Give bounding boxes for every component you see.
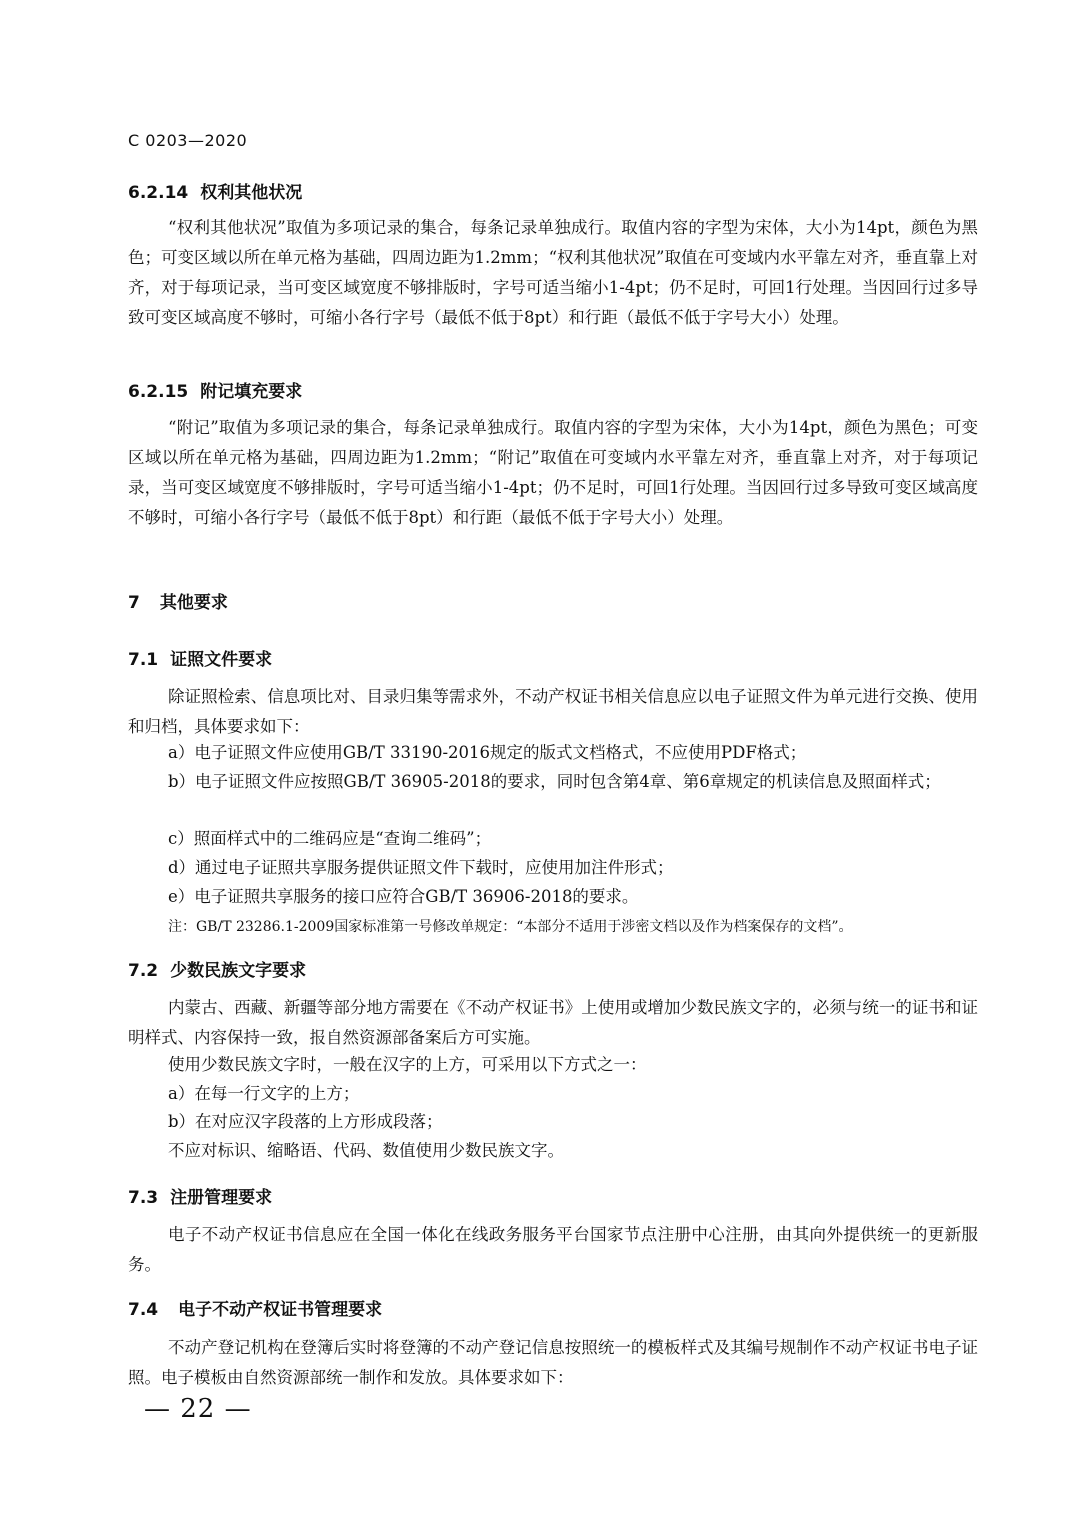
section-heading-7 (128, 588, 228, 613)
list-item-e: e）电子证照共享服务的接口应符合GB/T 36906-2018的要求。 (168, 887, 639, 906)
section-number: 7.3 (128, 1188, 159, 1208)
section-title: 证照文件要求 (170, 650, 273, 670)
section-heading-7-1 (128, 645, 272, 670)
paragraph-6-2-15: “附记”取值为多项记录的集合，每条记录单独成行。取值内容的字型为宋体，大小为14pt，颜色为黑色；可变区域以所在单元格为基础，四周边距为1.2mm；“附记”取值在可变域内水平靠左对齐，垂直靠上对齐，对于每项记录，当可变区域宽度不够排版时，字号可适当缩小1-4pt；仍不足时，可回1行处理。当因回行过多导致可变区域高度不够时，可缩小各行字号（最低不低于8pt）和行距（最低不低于字号大小）处理。 (128, 418, 978, 527)
section-number: 6.2.15 (128, 382, 189, 402)
paragraph-7-4: 不动产登记机构在登簿后实时将登簿的不动产登记信息按照统一的模板样式及其编号规制作不动产权证书电子证照。电子模板由自然资源部统一制作和发放。具体要求如下： (128, 1338, 978, 1387)
paragraph-6-2-14: “权利其他状况”取值为多项记录的集合，每条记录单独成行。取值内容的字型为宋体，大小为14pt，颜色为黑色；可变区域以所在单元格为基础，四周边距为1.2mm；“权利其他状况”取值在可变域内水平靠左对齐，垂直靠上对齐，对于每项记录，当可变区域宽度不够排版时，字号可适当缩小1-4pt；仍不足时，可回1行处理。当因回行过多导致可变区域高度不够时，可缩小各行字号（最低不低于8pt）和行距（最低不低于字号大小）处理。 (128, 218, 978, 327)
section-number: 7.4 (128, 1300, 159, 1320)
paragraph-7-2-line3: 不应对标识、缩略语、代码、数值使用少数民族文字。 (168, 1141, 564, 1160)
section-title: 少数民族文字要求 (170, 961, 307, 981)
note-text: 注：GB/T 23286.1-2009国家标准第一号修改单规定：“本部分不适用于涉密文档以及作为档案保存的文档”。 (168, 919, 853, 935)
list-item-b: b）电子证照文件应按照GB/T 36905-2018的要求，同时包含第4章、第6章规定的机读信息及照面样式； (168, 772, 941, 791)
list-item-b: b）在对应汉字段落的上方形成段落； (168, 1112, 443, 1131)
paragraph-7-3: 电子不动产权证书信息应在全国一体化在线政务服务平台国家节点注册中心注册，由其向外提供统一的更新服务。 (128, 1225, 978, 1274)
page-number: — 22 — (144, 1394, 252, 1424)
list-item-a: a）在每一行文字的上方； (168, 1084, 360, 1103)
list-item-a: a）电子证照文件应使用GB/T 33190-2016规定的版式文档格式，不应使用PDF格式； (168, 743, 807, 762)
section-number: 6.2.14 (128, 183, 189, 203)
section-title: 权利其他状况 (200, 183, 303, 203)
section-number: 7.1 (128, 650, 159, 670)
list-item-d: d）通过电子证照共享服务提供证照文件下载时，应使用加注件形式； (168, 858, 674, 877)
section-heading-7-2 (128, 956, 306, 981)
standard-code-header: C 0203—2020 (128, 131, 248, 150)
section-number: 7.2 (128, 961, 159, 981)
section-heading-6-2-15 (128, 377, 302, 402)
paragraph-7-1: 除证照检索、信息项比对、目录归集等需求外，不动产权证书相关信息应以电子证照文件为单元进行交换、使用和归档，具体要求如下： (128, 687, 978, 736)
section-title: 附记填充要求 (200, 382, 303, 402)
paragraph-7-2: 内蒙古、西藏、新疆等部分地方需要在《不动产权证书》上使用或增加少数民族文字的，必须与统一的证书和证明样式、内容保持一致，报自然资源部备案后方可实施。 (128, 998, 978, 1047)
section-heading-7-3 (128, 1183, 272, 1208)
section-title: 电子不动产权证书管理要求 (178, 1300, 383, 1320)
paragraph-7-2-line2: 使用少数民族文字时，一般在汉字的上方，可采用以下方式之一： (168, 1055, 647, 1074)
section-heading-7-4 (128, 1295, 382, 1320)
list-item-c: c）照面样式中的二维码应是“查询二维码”； (168, 829, 492, 848)
section-heading-6-2-14 (128, 178, 302, 203)
section-title: 其他要求 (159, 593, 228, 613)
section-number: 7 (128, 593, 140, 613)
section-title: 注册管理要求 (170, 1188, 273, 1208)
